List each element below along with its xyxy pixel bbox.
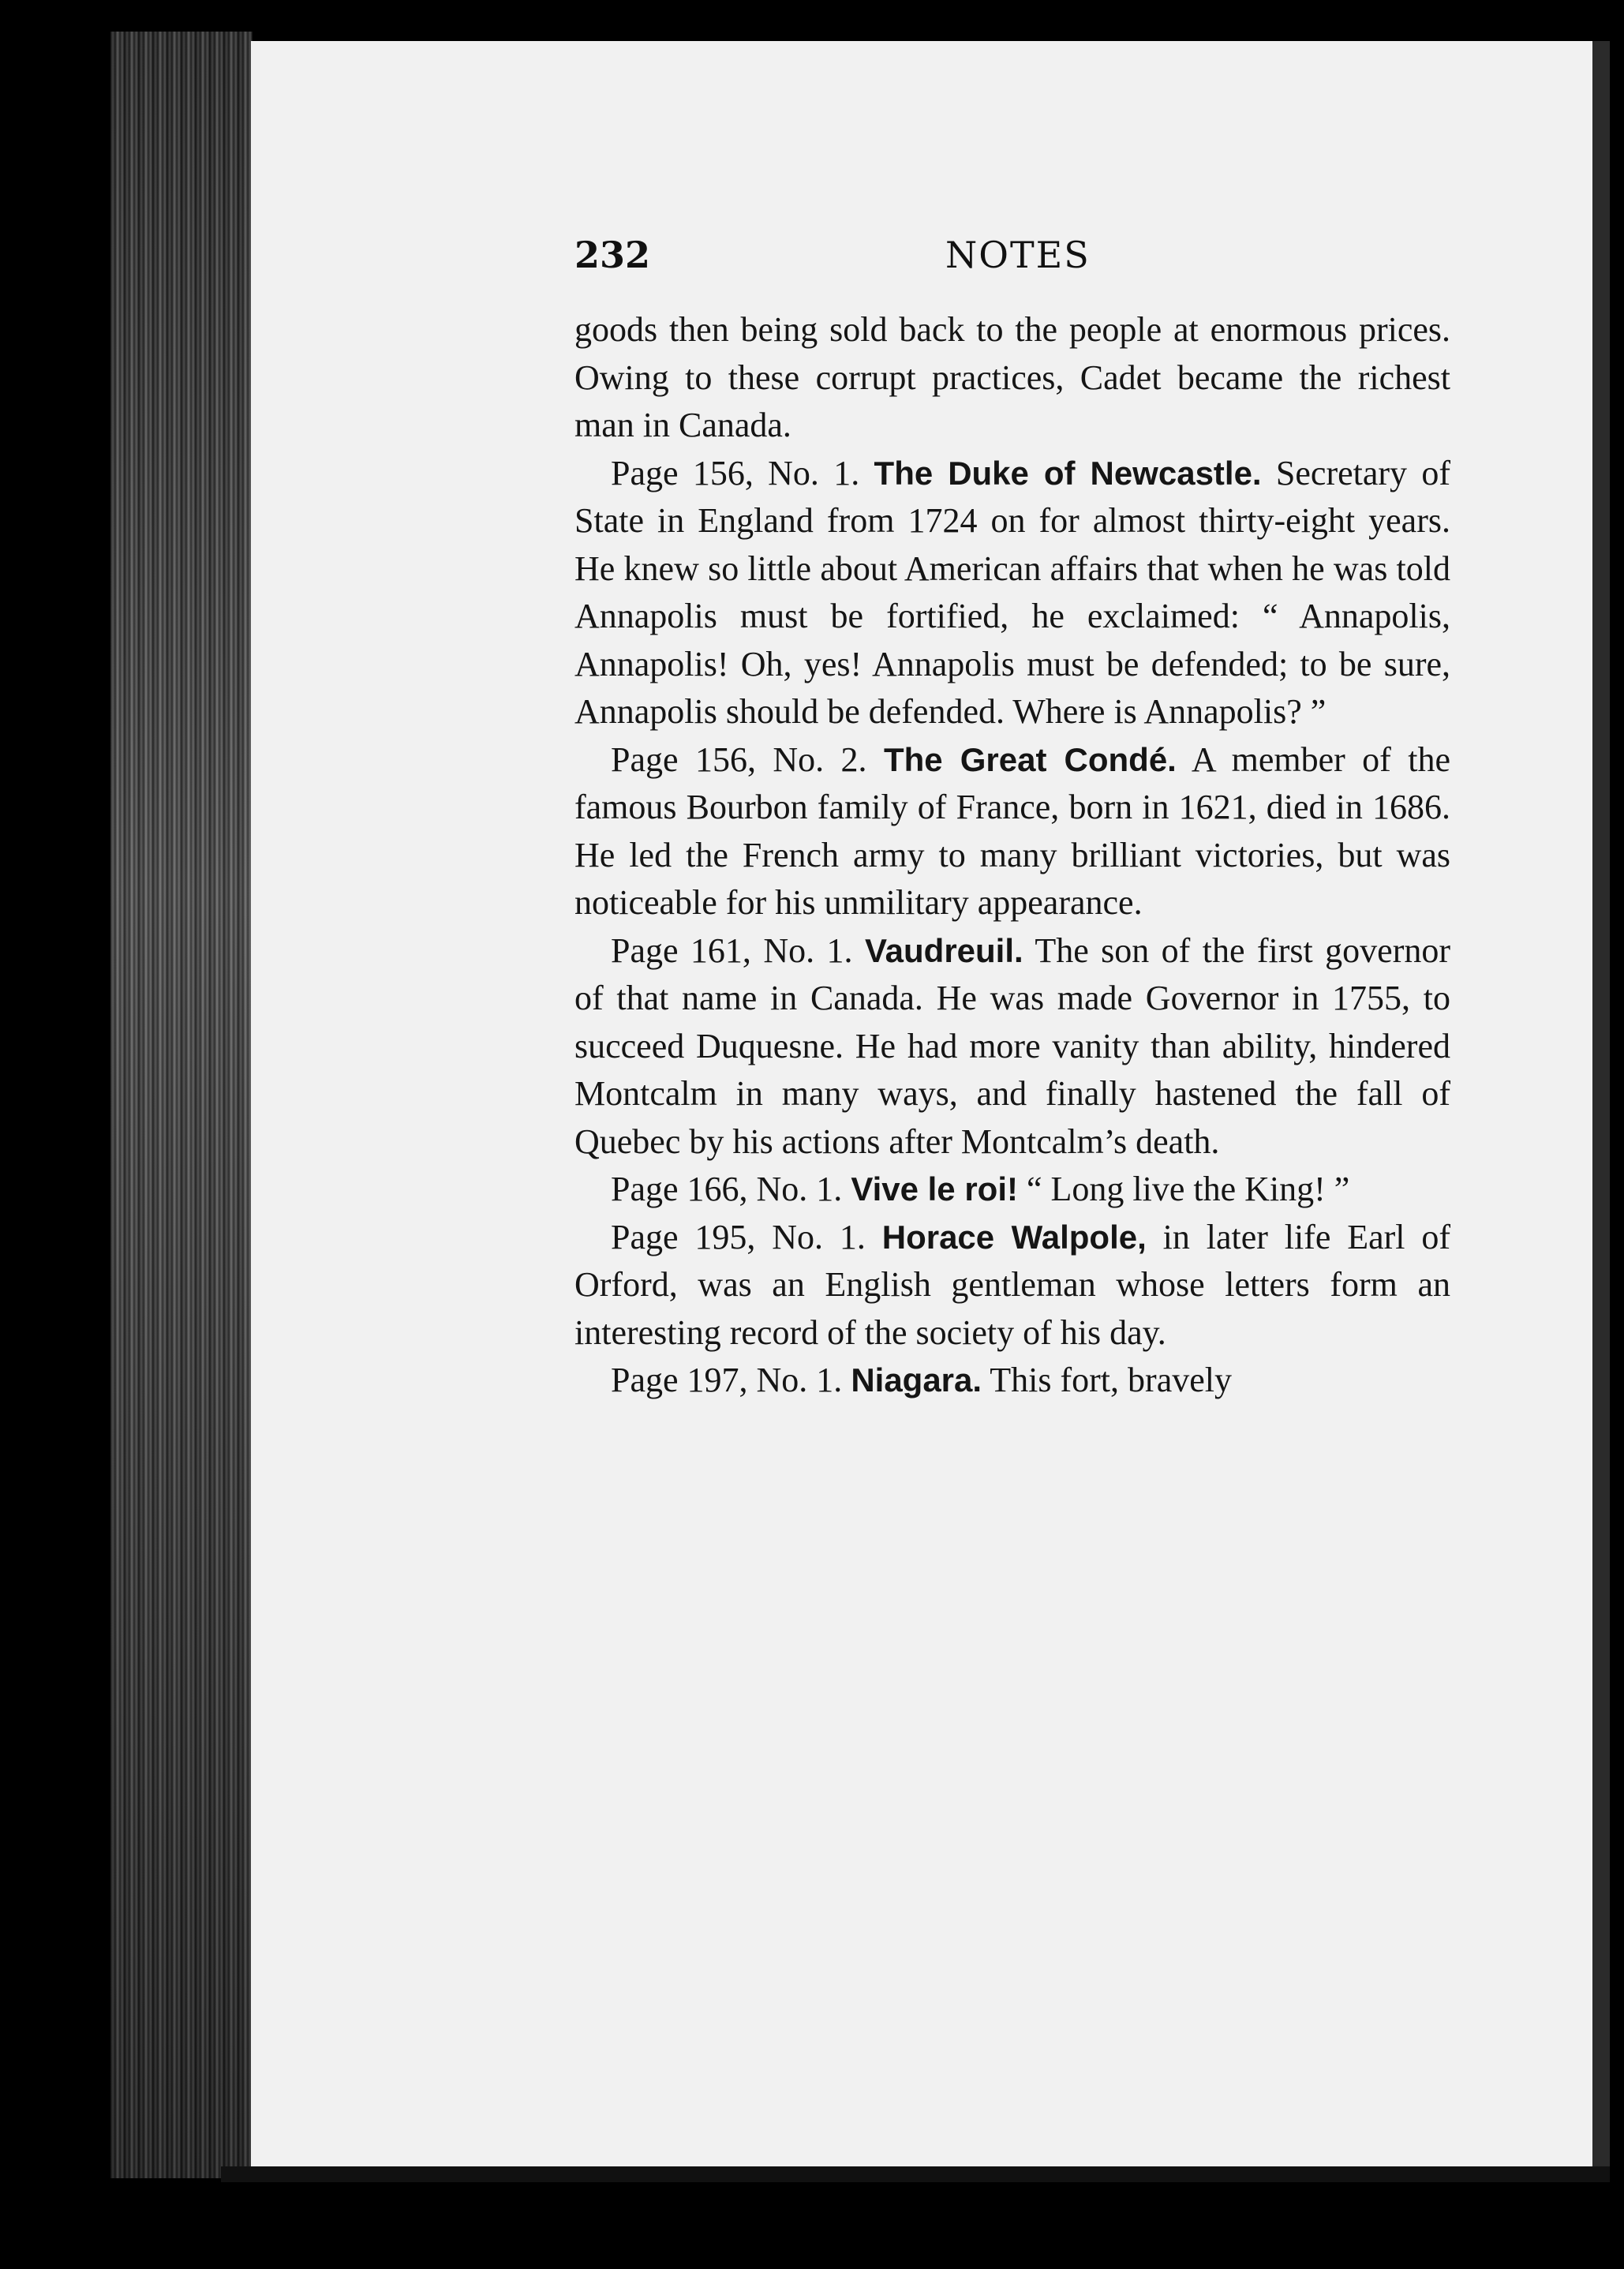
spine-shadow	[110, 32, 253, 2178]
note-reference: Page 156, No. 1.	[611, 453, 860, 492]
note-paragraph	[574, 1166, 1450, 1214]
note-paragraph	[574, 1214, 1450, 1357]
page-number: 232	[574, 234, 651, 276]
running-head	[574, 234, 1450, 284]
note-paragraph	[574, 306, 1450, 450]
note-paragraph	[574, 736, 1450, 927]
note-text: “ Long live the King! ”	[1026, 1170, 1350, 1208]
note-term: The Great Condé.	[883, 740, 1177, 778]
note-text: Secretary of State in England from 1724 on for almost thirty-eight years. He knew so little about American affairs that when he was told Annapolis must be fortified, he exclaimed: “ Annapolis, Annapolis! Oh, yes! Annapolis must be defended; to be sure, Annapolis should be defended. Where is Annapolis? ”	[574, 453, 1450, 731]
note-reference: Page 197, No. 1.	[611, 1361, 843, 1399]
note-text: The son of the first governor of that name in Canada. He was made Governor in 1755, to succeed Duquesne. He had more vanity than ability, hindered Montcalm in many ways, and finally hastened the fall of Quebec by his actions after Montcalm’s death.	[574, 930, 1450, 1161]
notes-body	[574, 306, 1450, 1405]
page-bottom-edge	[221, 2166, 1610, 2182]
note-term: The Duke of Newcastle.	[874, 454, 1262, 492]
note-reference: Page 195, No. 1.	[611, 1217, 866, 1256]
note-reference: Page 156, No. 2.	[611, 739, 867, 779]
note-term: Vaudreuil.	[864, 931, 1023, 969]
note-text: A member of the famous Bourbon family of France, born in 1621, died in 1686. He led the French army to many brilliant victories, but was noticeable for his unmilitary appearance.	[574, 739, 1450, 922]
note-reference: Page 161, No. 1.	[611, 930, 853, 970]
note-paragraph	[574, 1357, 1450, 1405]
note-paragraph	[574, 450, 1450, 736]
section-title: NOTES	[945, 234, 1091, 276]
note-term: Vive le roi!	[851, 1170, 1018, 1208]
page-right-edge	[1592, 41, 1610, 2172]
note-paragraph	[574, 927, 1450, 1166]
note-text: in later life Earl of Orford, was an English gentleman whose letters form an interesting record of the society of his day.	[574, 1217, 1451, 1352]
note-text: This fort, bravely	[990, 1361, 1232, 1399]
note-term: Horace Walpole,	[881, 1218, 1147, 1256]
note-term: Niagara.	[851, 1361, 982, 1398]
note-reference: Page 166, No. 1.	[611, 1170, 843, 1208]
note-text: goods then being sold back to the people at enormous prices. Owing to these corrupt practices, Cadet became the richest man in Canada.	[574, 310, 1450, 444]
